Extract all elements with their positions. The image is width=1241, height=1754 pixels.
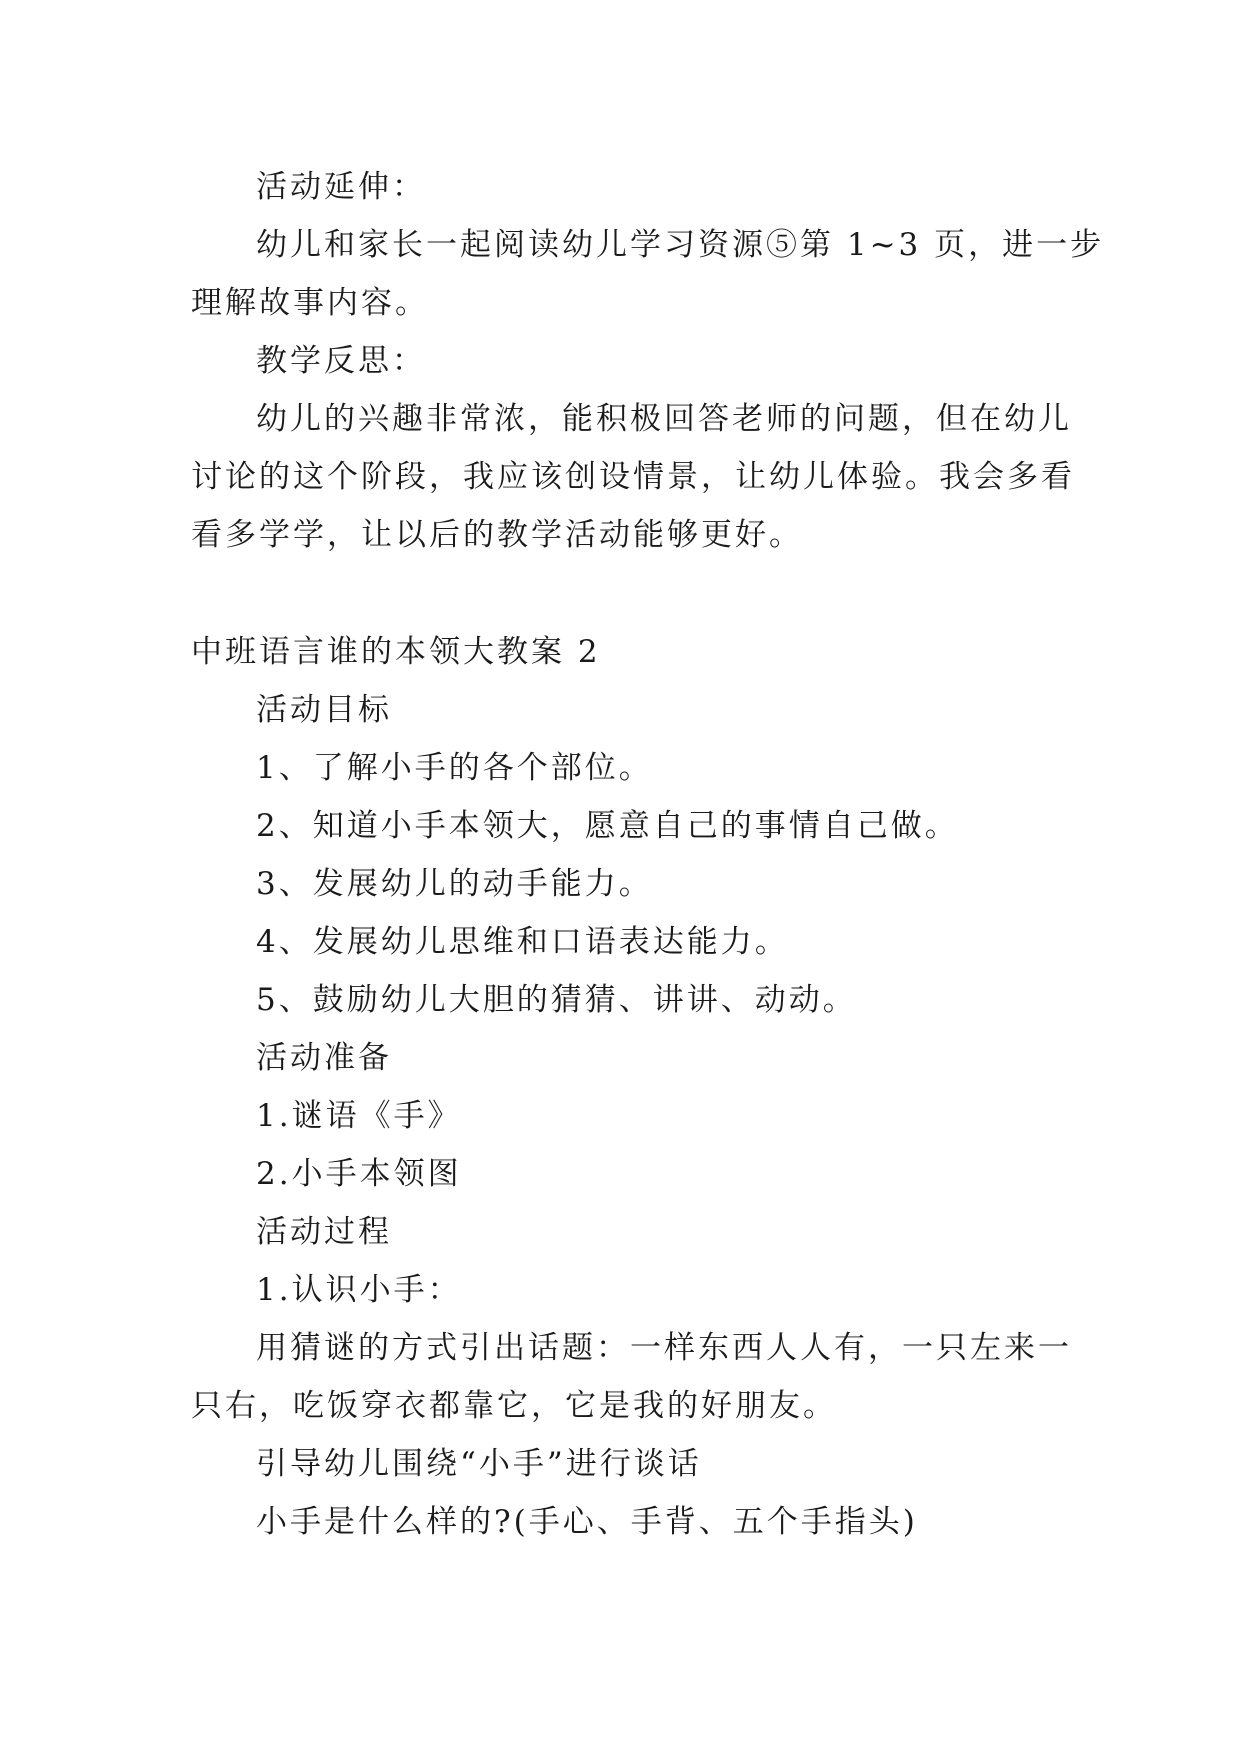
goal-item: 5、鼓励幼儿大胆的猜猜、讲讲、动动。 (256, 982, 857, 1018)
preparation-item: 2.小手本领图 (256, 1156, 462, 1192)
goal-item: 3、发展幼儿的动手能力。 (256, 866, 653, 902)
preparation-item: 1.谜语《手》 (256, 1098, 462, 1134)
goal-item: 1、了解小手的各个部位。 (256, 750, 653, 786)
extension-paragraph-line-1: 幼儿和家长一起阅读幼儿学习资源⑤第 1~3 页，进一步 (256, 227, 1105, 263)
extension-paragraph-line-2: 理解故事内容。 (191, 285, 429, 321)
guide-paragraph: 引导幼儿围绕“小手”进行谈话 (256, 1446, 702, 1482)
goal-item: 2、知道小手本领大，愿意自己的事情自己做。 (256, 808, 959, 844)
reflection-paragraph-line-1: 幼儿的兴趣非常浓，能积极回答老师的问题，但在幼儿 (256, 401, 1072, 437)
question-paragraph: 小手是什么样的?(手心、手背、五个手指头) (256, 1504, 918, 1540)
heading-activity-preparation: 活动准备 (256, 1040, 392, 1076)
riddle-paragraph-line-1: 用猜谜的方式引出话题：一样东西人人有，一只左来一 (256, 1330, 1072, 1366)
heading-activity-extension: 活动延伸： (256, 169, 426, 205)
heading-activity-process: 活动过程 (256, 1214, 392, 1250)
heading-activity-goals: 活动目标 (256, 692, 392, 728)
process-step-heading: 1.认识小手： (256, 1272, 462, 1308)
heading-teaching-reflection: 教学反思： (256, 343, 426, 379)
riddle-paragraph-line-2: 只右，吃饭穿衣都靠它，它是我的好朋友。 (191, 1388, 837, 1424)
reflection-paragraph-line-3: 看多学学，让以后的教学活动能够更好。 (191, 517, 803, 553)
section-title: 中班语言谁的本领大教案 2 (191, 634, 601, 670)
goal-item: 4、发展幼儿思维和口语表达能力。 (256, 924, 789, 960)
reflection-paragraph-line-2: 讨论的这个阶段，我应该创设情景，让幼儿体验。我会多看 (191, 459, 1075, 495)
